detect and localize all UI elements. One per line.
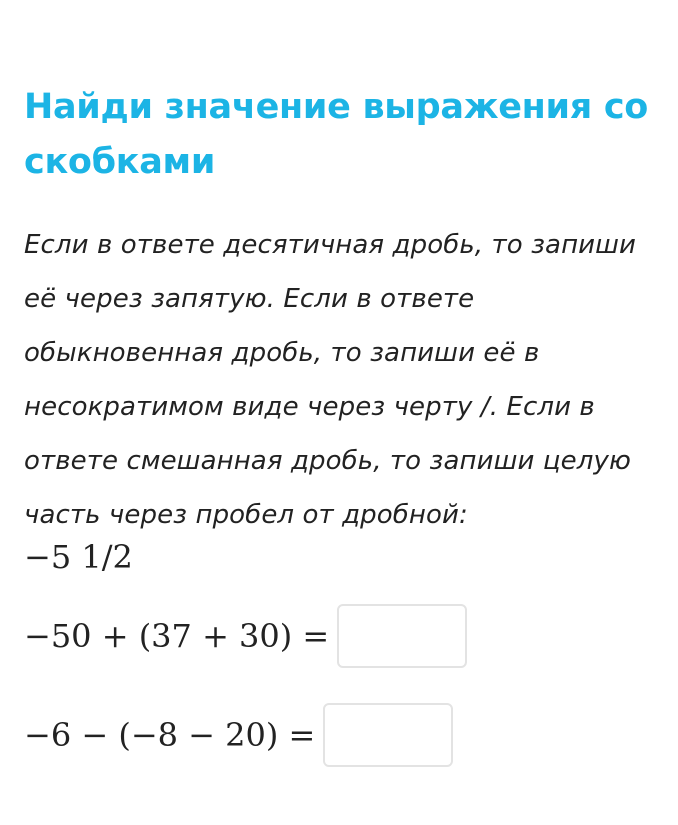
- answer-input-2[interactable]: [323, 703, 453, 767]
- exercise-expression-2: −6 − (−8 − 20) =: [24, 716, 316, 754]
- exercise-row-1: [24, 604, 467, 668]
- exercise-row-2: [24, 703, 453, 767]
- answer-format-example: −5 1/2: [24, 538, 133, 576]
- exercise-expression-1: −50 + (37 + 30) =: [24, 617, 330, 655]
- answer-input-1[interactable]: [337, 604, 467, 668]
- task-instructions: Если в ответе десятичная дробь, то запиши её через запятую. Если в ответе обыкновенная дробь, то запиши её в несократимом виде через черту /. Если в ответе смешанная дробь, то запиши целую часть через пробел от дробной:: [24, 230, 637, 530]
- task-title: Найди значение выражения со скобками: [24, 87, 649, 182]
